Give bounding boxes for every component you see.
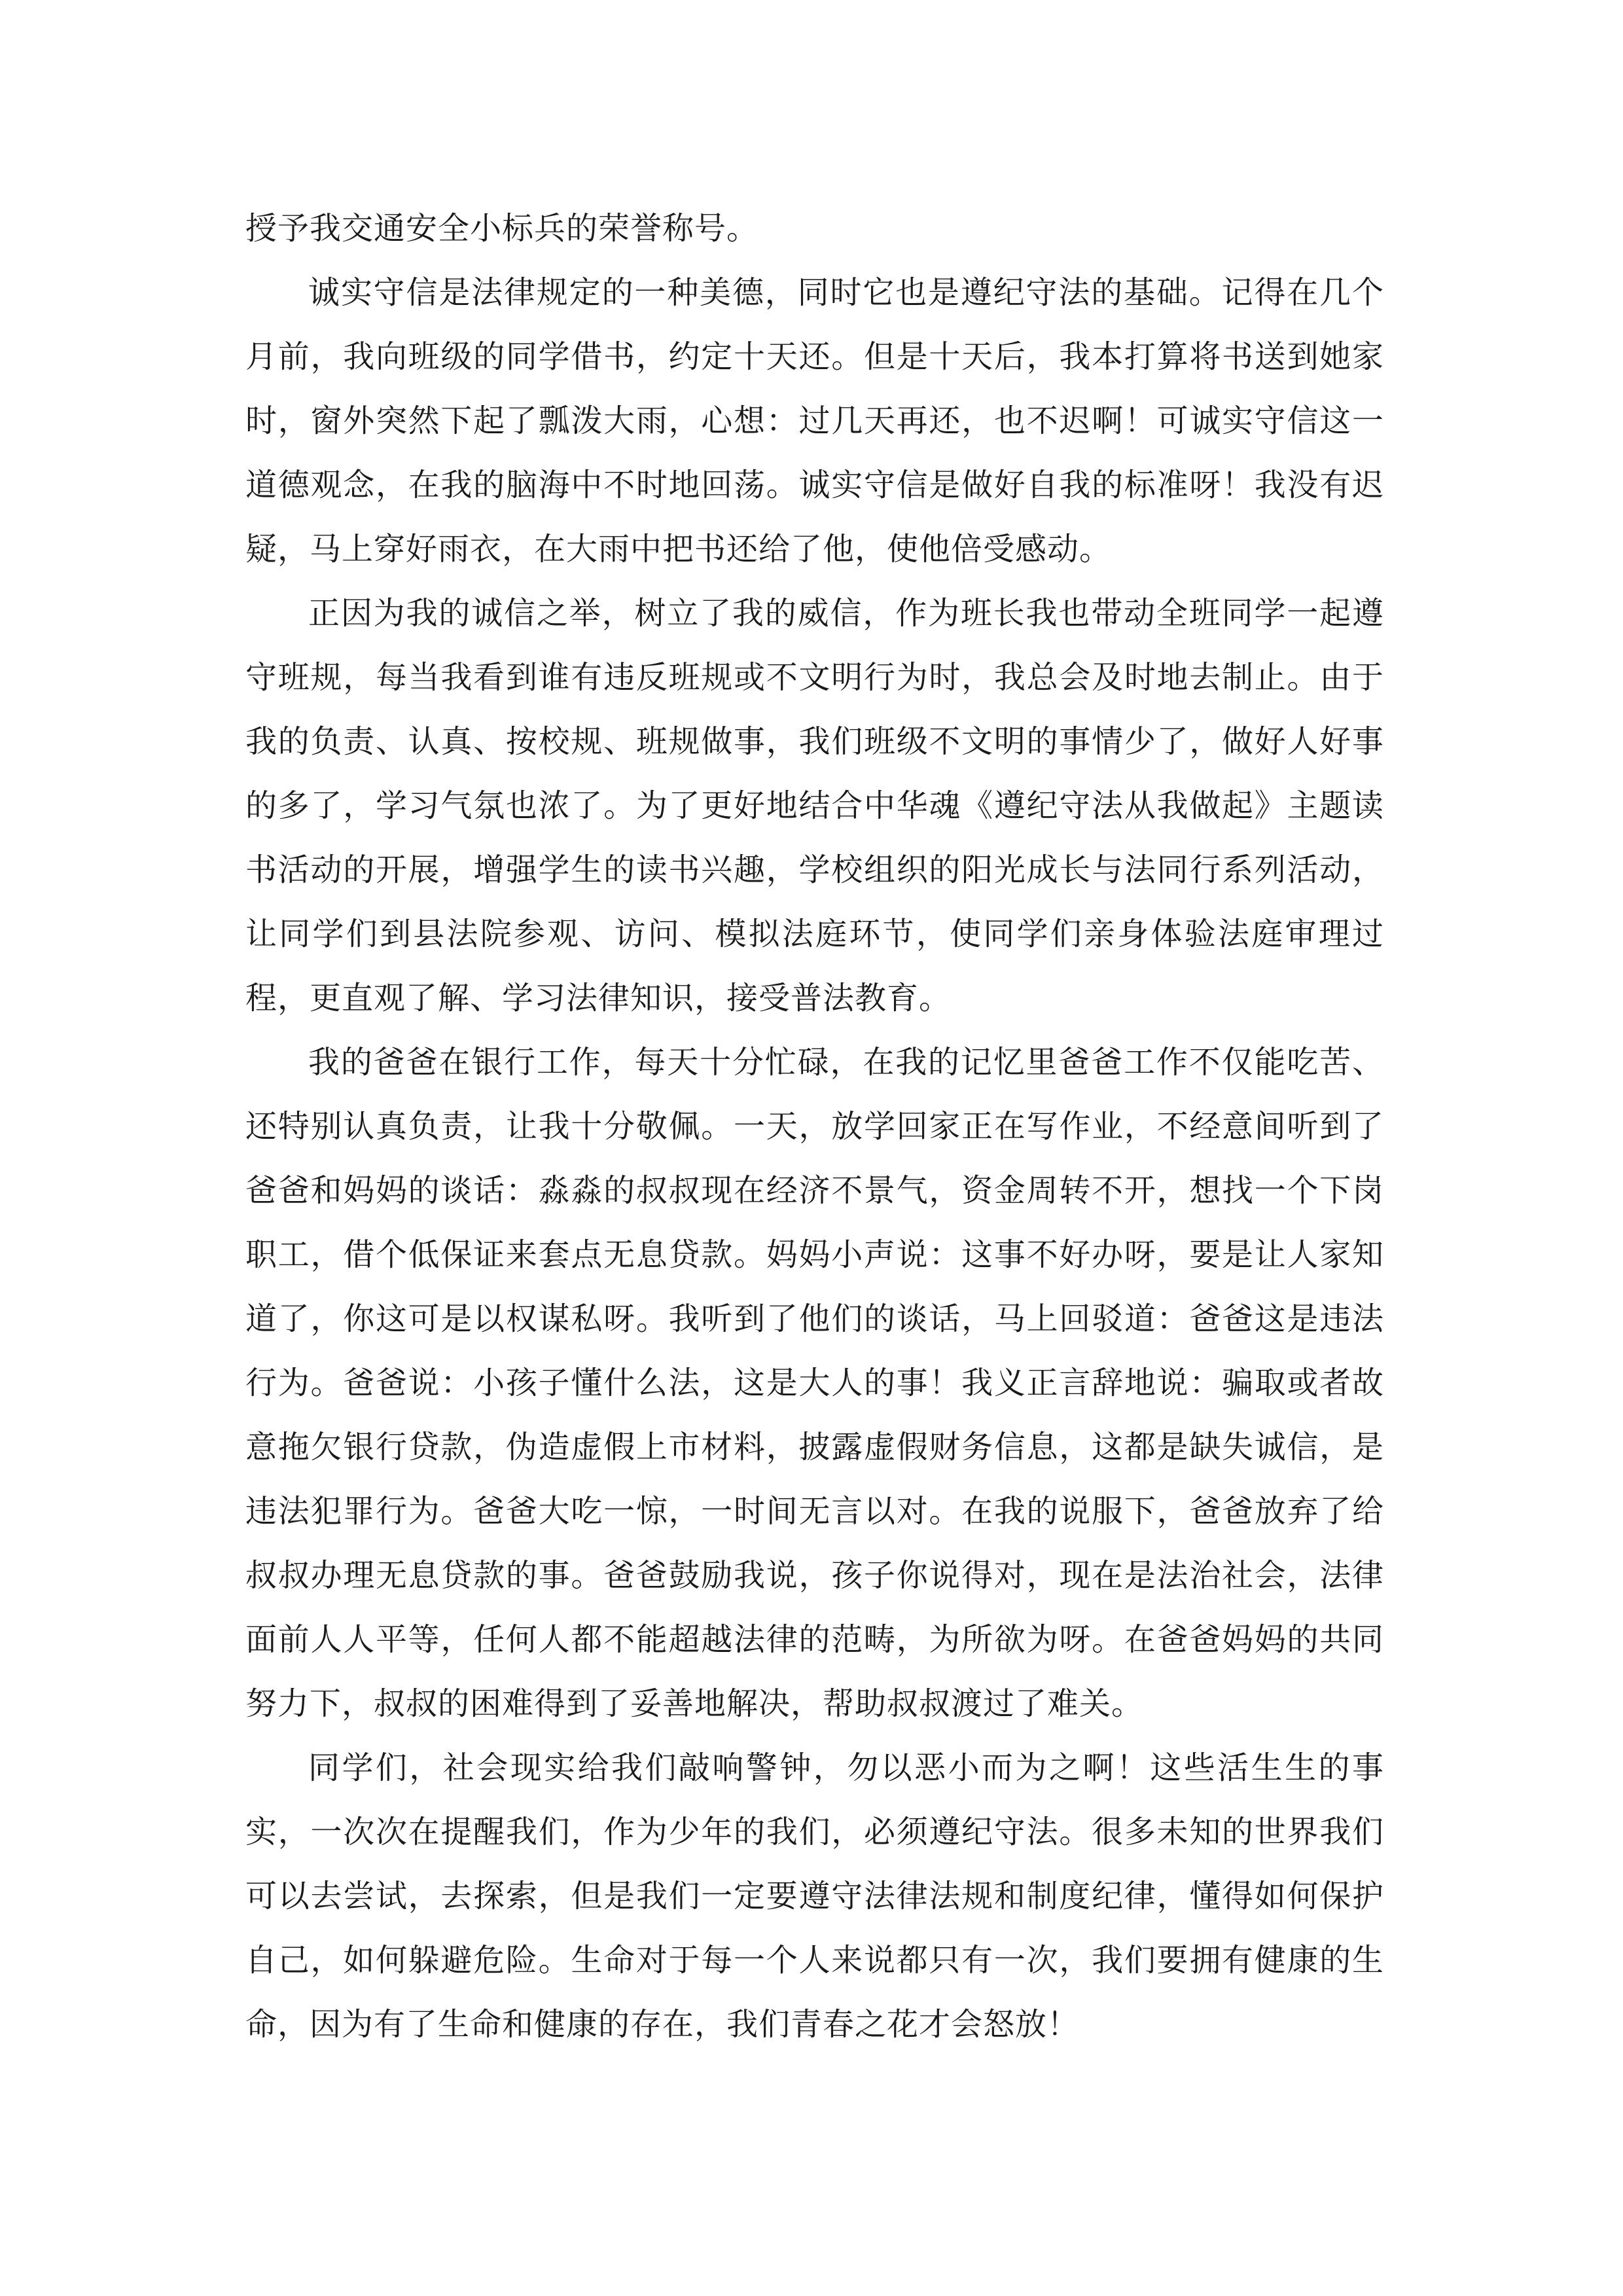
paragraph-class-rules: 正因为我的诚信之举，树立了我的威信，作为班长我也带动全班同学一起遵守班规，每当我看到谁有违反班规或不文明行为时，我总会及时地去制止。由于我的负责、认真、按校规、班规做事，我们班级不文明的事情少了，做好人好事的多了，学习气氛也浓了。为了更好地结合中华魂《遵纪守法从我做起》主题读书活动的开展，增强学生的读书兴趣，学校组织的阳光成长与法同行系列活动，让同学们到县法院参观、访问、模拟法庭环节，使同学们亲身体验法庭审理过程，更直观了解、学习法律知识，接受普法教育。 bbox=[245, 595, 1384, 1016]
paragraph-continuation: 授予我交通安全小标兵的荣誉称号。 bbox=[245, 210, 759, 247]
paragraph-father-bank: 我的爸爸在银行工作，每天十分忙碌，在我的记忆里爸爸工作不仅能吃苦、还特别认真负责，让我十分敬佩。一天，放学回家正在写作业，不经意间听到了爸爸和妈妈的谈话：淼淼的叔叔现在经济不景气，资金周转不开，想找一个下岗职工，借个低保证来套点无息贷款。妈妈小声说：这事不好办呀，要是让人家知道了，你这可是以权谋私呀。我听到了他们的谈话，马上回驳道：爸爸这是违法行为。爸爸说：小孩子懂什么法，这是大人的事！我义正言辞地说：骗取或者故意拖欠银行贷款，伪造虚假上市材料，披露虚假财务信息，这都是缺失诚信，是违法犯罪行为。爸爸大吃一惊，一时间无言以对。在我的说服下，爸爸放弃了给叔叔办理无息贷款的事。爸爸鼓励我说，孩子你说得对，现在是法治社会，法律面前人人平等，任何人都不能超越法律的范畴，为所欲为呀。在爸爸妈妈的共同努力下，叔叔的困难得到了妥善地解决，帮助叔叔渡过了难关。 bbox=[245, 1044, 1384, 1722]
document-body bbox=[245, 196, 1384, 2056]
paragraph-honesty: 诚实守信是法律规定的一种美德，同时它也是遵纪守法的基础。记得在几个月前，我向班级的同学借书，约定十天还。但是十天后，我本打算将书送到她家时，窗外突然下起了瓢泼大雨，心想：过几天再还，也不迟啊！可诚实守信这一道德观念，在我的脑海中不时地回荡。诚实守信是做好自我的标准呀！我没有迟疑，马上穿好雨衣，在大雨中把书还给了他，使他倍受感动。 bbox=[245, 274, 1384, 567]
paragraph-conclusion: 同学们，社会现实给我们敲响警钟，勿以恶小而为之啊！这些活生生的事实，一次次在提醒我们，作为少年的我们，必须遵纪守法。很多未知的世界我们可以去尝试，去探索，但是我们一定要遵守法律法规和制度纪律，懂得如何保护自己，如何躲避危险。生命对于每一个人来说都只有一次，我们要拥有健康的生命，因为有了生命和健康的存在，我们青春之花才会怒放！ bbox=[245, 1749, 1384, 2043]
